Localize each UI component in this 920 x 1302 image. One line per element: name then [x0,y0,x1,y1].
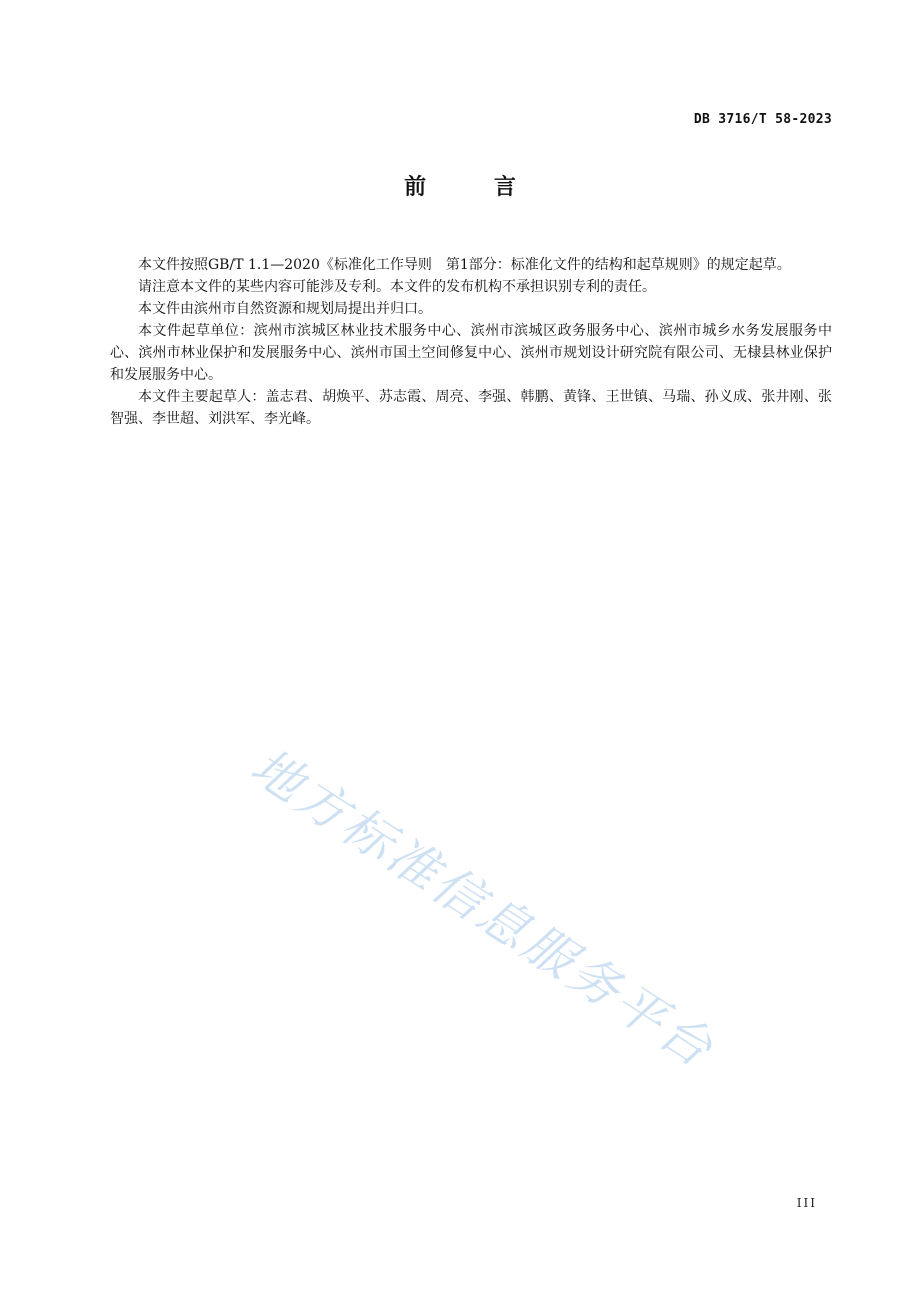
paragraph-drafters: 本文件主要起草人：盖志君、胡焕平、苏志霞、周亮、李强、韩鹏、黄锋、王世镇、马瑞、孙义成、张井刚、张智强、李世超、刘洪军、李光峰。 [110,389,832,427]
foreword-body [110,254,832,430]
paragraph-patent-notice: 请注意本文件的某些内容可能涉及专利。本文件的发布机构不承担识别专利的责任。 [138,279,656,295]
page-title: 前 言 [404,175,546,200]
paragraph-drafting-units: 本文件起草单位：滨州市滨城区林业技术服务中心、滨州市滨城区政务服务中心、滨州市城乡水务发展服务中心、滨州市林业保护和发展服务中心、滨州市国土空间修复中心、滨州市规划设计研究院有限公司、无棣县林业保护和发展服务中心。 [110,323,832,383]
page-number: III [796,1196,817,1210]
paragraph-proposer: 本文件由滨州市自然资源和规划局提出并归口。 [138,301,432,317]
watermark-text: 地方标准信息服务平台 [240,736,726,1080]
standard-code: DB 3716/T 58-2023 [693,112,832,127]
paragraph-drafting-rules: 本文件按照GB/T 1.1—2020《标准化工作导则 第1部分：标准化文件的结构和起草规则》的规定起草。 [138,257,791,273]
